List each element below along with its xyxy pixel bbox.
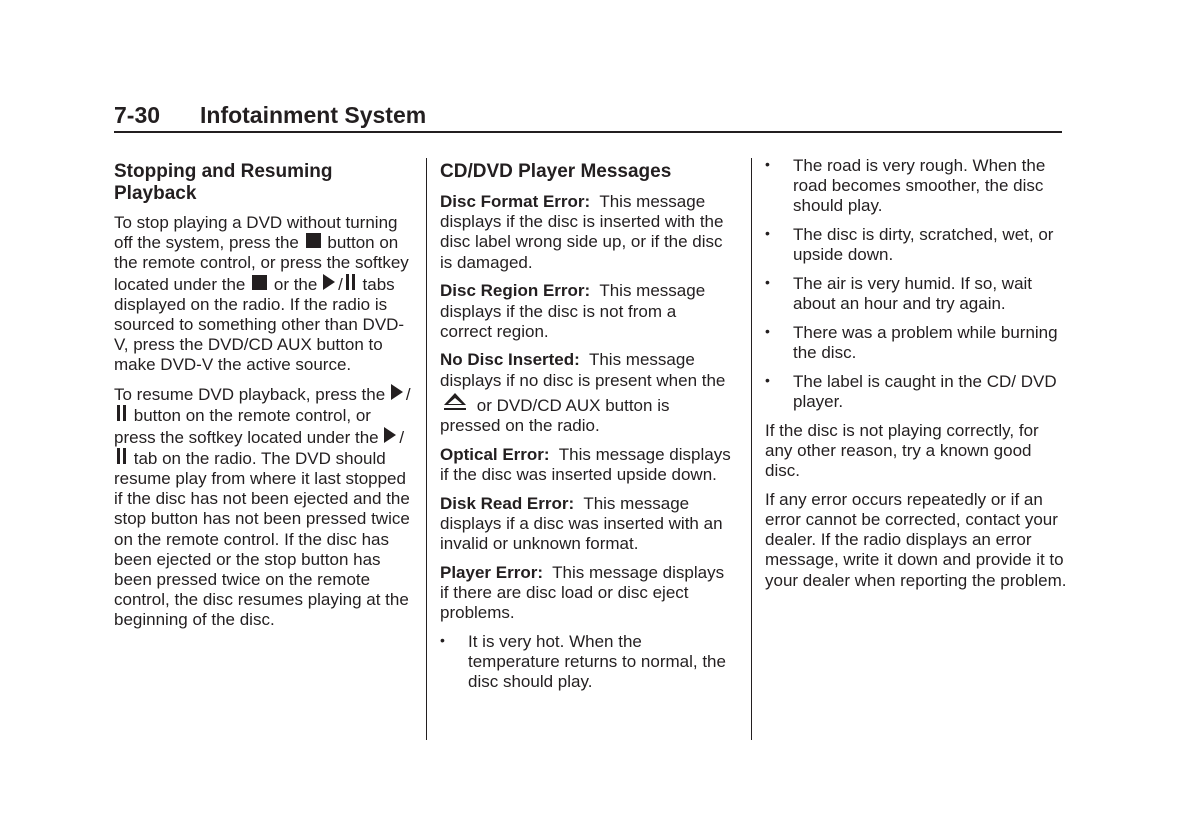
- list-item: • The road is very rough. When the road becomes smoother, the disc should play.: [765, 156, 1067, 217]
- eject-icon: [442, 393, 468, 413]
- play-icon: [391, 384, 403, 400]
- text: To stop playing a DVD without turning off the system, press the: [114, 213, 398, 253]
- page-number: 7-30: [114, 102, 161, 128]
- pause-icon: [345, 274, 356, 290]
- list-item: • The label is caught in the CD/ DVD player.: [765, 372, 1067, 412]
- page-header: [114, 101, 1062, 133]
- message-term: Optical Error:: [440, 444, 550, 464]
- text: button on the remote control, or press the softkey located under the: [114, 233, 409, 294]
- paragraph-stop-dvd: [114, 213, 412, 376]
- player-error-causes: [440, 632, 732, 693]
- message-disk-read-error: [440, 494, 732, 555]
- play-icon: [323, 274, 335, 290]
- message-text: This message displays if no disc is present when the: [440, 350, 726, 390]
- list-item: • There was a problem while burning the disc.: [765, 323, 1067, 363]
- column-divider-2: [751, 158, 752, 740]
- paragraph-try-known-disc: If the disc is not playing correctly, for any other reason, try a known good disc.: [765, 420, 1039, 481]
- section-title: Infotainment System: [200, 102, 427, 128]
- list-item: • It is very hot. When the temperature returns to normal, the disc should play.: [440, 632, 732, 693]
- pause-icon: [116, 405, 127, 421]
- column-divider-1: [426, 158, 427, 740]
- message-no-disc-inserted: [440, 350, 732, 436]
- message-player-error: [440, 563, 732, 624]
- message-text: This message displays if a disc was inserted with an invalid or unknown format.: [440, 493, 723, 554]
- message-text: This message displays if the disc was inserted upside down.: [440, 444, 731, 484]
- column-2: [440, 161, 732, 701]
- text: To resume DVD playback, press the: [114, 385, 386, 405]
- message-optical-error: [440, 445, 732, 485]
- text: tabs displayed on the radio. If the radio is sourced to something other than DVD-V, press the DVD/CD AUX button to make DVD-V the active source.: [114, 274, 405, 375]
- stop-icon: [252, 275, 267, 290]
- message-text: This message displays if the disc is inserted with the disc label wrong side up, or if the disc is damaged.: [440, 192, 724, 272]
- message-term: Player Error:: [440, 562, 543, 582]
- text: tab on the radio. The DVD should resume play from where it last stopped if the disc has not been ejected and the stop button has not been pressed twice on the remote control. If the disc has been ejected or the stop button has been pressed twice on the remote control, the disc resumes playing at the beginning of the disc.: [114, 448, 410, 630]
- paragraph-resume-dvd: [114, 384, 412, 630]
- slash: /: [405, 385, 411, 405]
- list-item: • The disc is dirty, scratched, wet, or upside down.: [765, 225, 1067, 265]
- list-item: • The air is very humid. If so, wait about an hour and try again.: [765, 274, 1067, 314]
- message-disc-format-error: [440, 192, 732, 273]
- message-text: This message displays if there are disc load or disc eject problems.: [440, 562, 725, 623]
- column-1: [114, 161, 412, 639]
- stop-icon: [306, 233, 321, 248]
- message-term: Disc Region Error:: [440, 281, 591, 301]
- column-3: [765, 156, 1067, 599]
- message-text: This message displays if the disc is not from a correct region.: [440, 281, 706, 341]
- message-term: Disc Format Error:: [440, 192, 591, 211]
- pause-icon: [116, 448, 127, 464]
- paragraph-contact-dealer: If any error occurs repeatedly or if an error cannot be corrected, contact your dealer. If the radio displays an error message, write it down and provide it to your dealer when reporting the problem.: [765, 489, 1067, 590]
- text: button on the remote control, or press the softkey located under the: [114, 406, 379, 447]
- play-icon: [384, 427, 396, 443]
- text: or the: [273, 274, 318, 294]
- slash: /: [338, 274, 343, 294]
- player-error-causes-continued: [765, 156, 1067, 412]
- section-heading: CD/DVD Player Messages: [440, 161, 672, 182]
- message-term: Disk Read Error:: [440, 493, 575, 513]
- message-text: or DVD/CD AUX button is pressed on the radio.: [440, 395, 670, 436]
- message-term: No Disc Inserted:: [440, 350, 580, 370]
- section-heading: Stopping and Resuming Playback: [114, 161, 333, 204]
- slash: /: [399, 427, 405, 447]
- message-disc-region-error: [440, 281, 732, 342]
